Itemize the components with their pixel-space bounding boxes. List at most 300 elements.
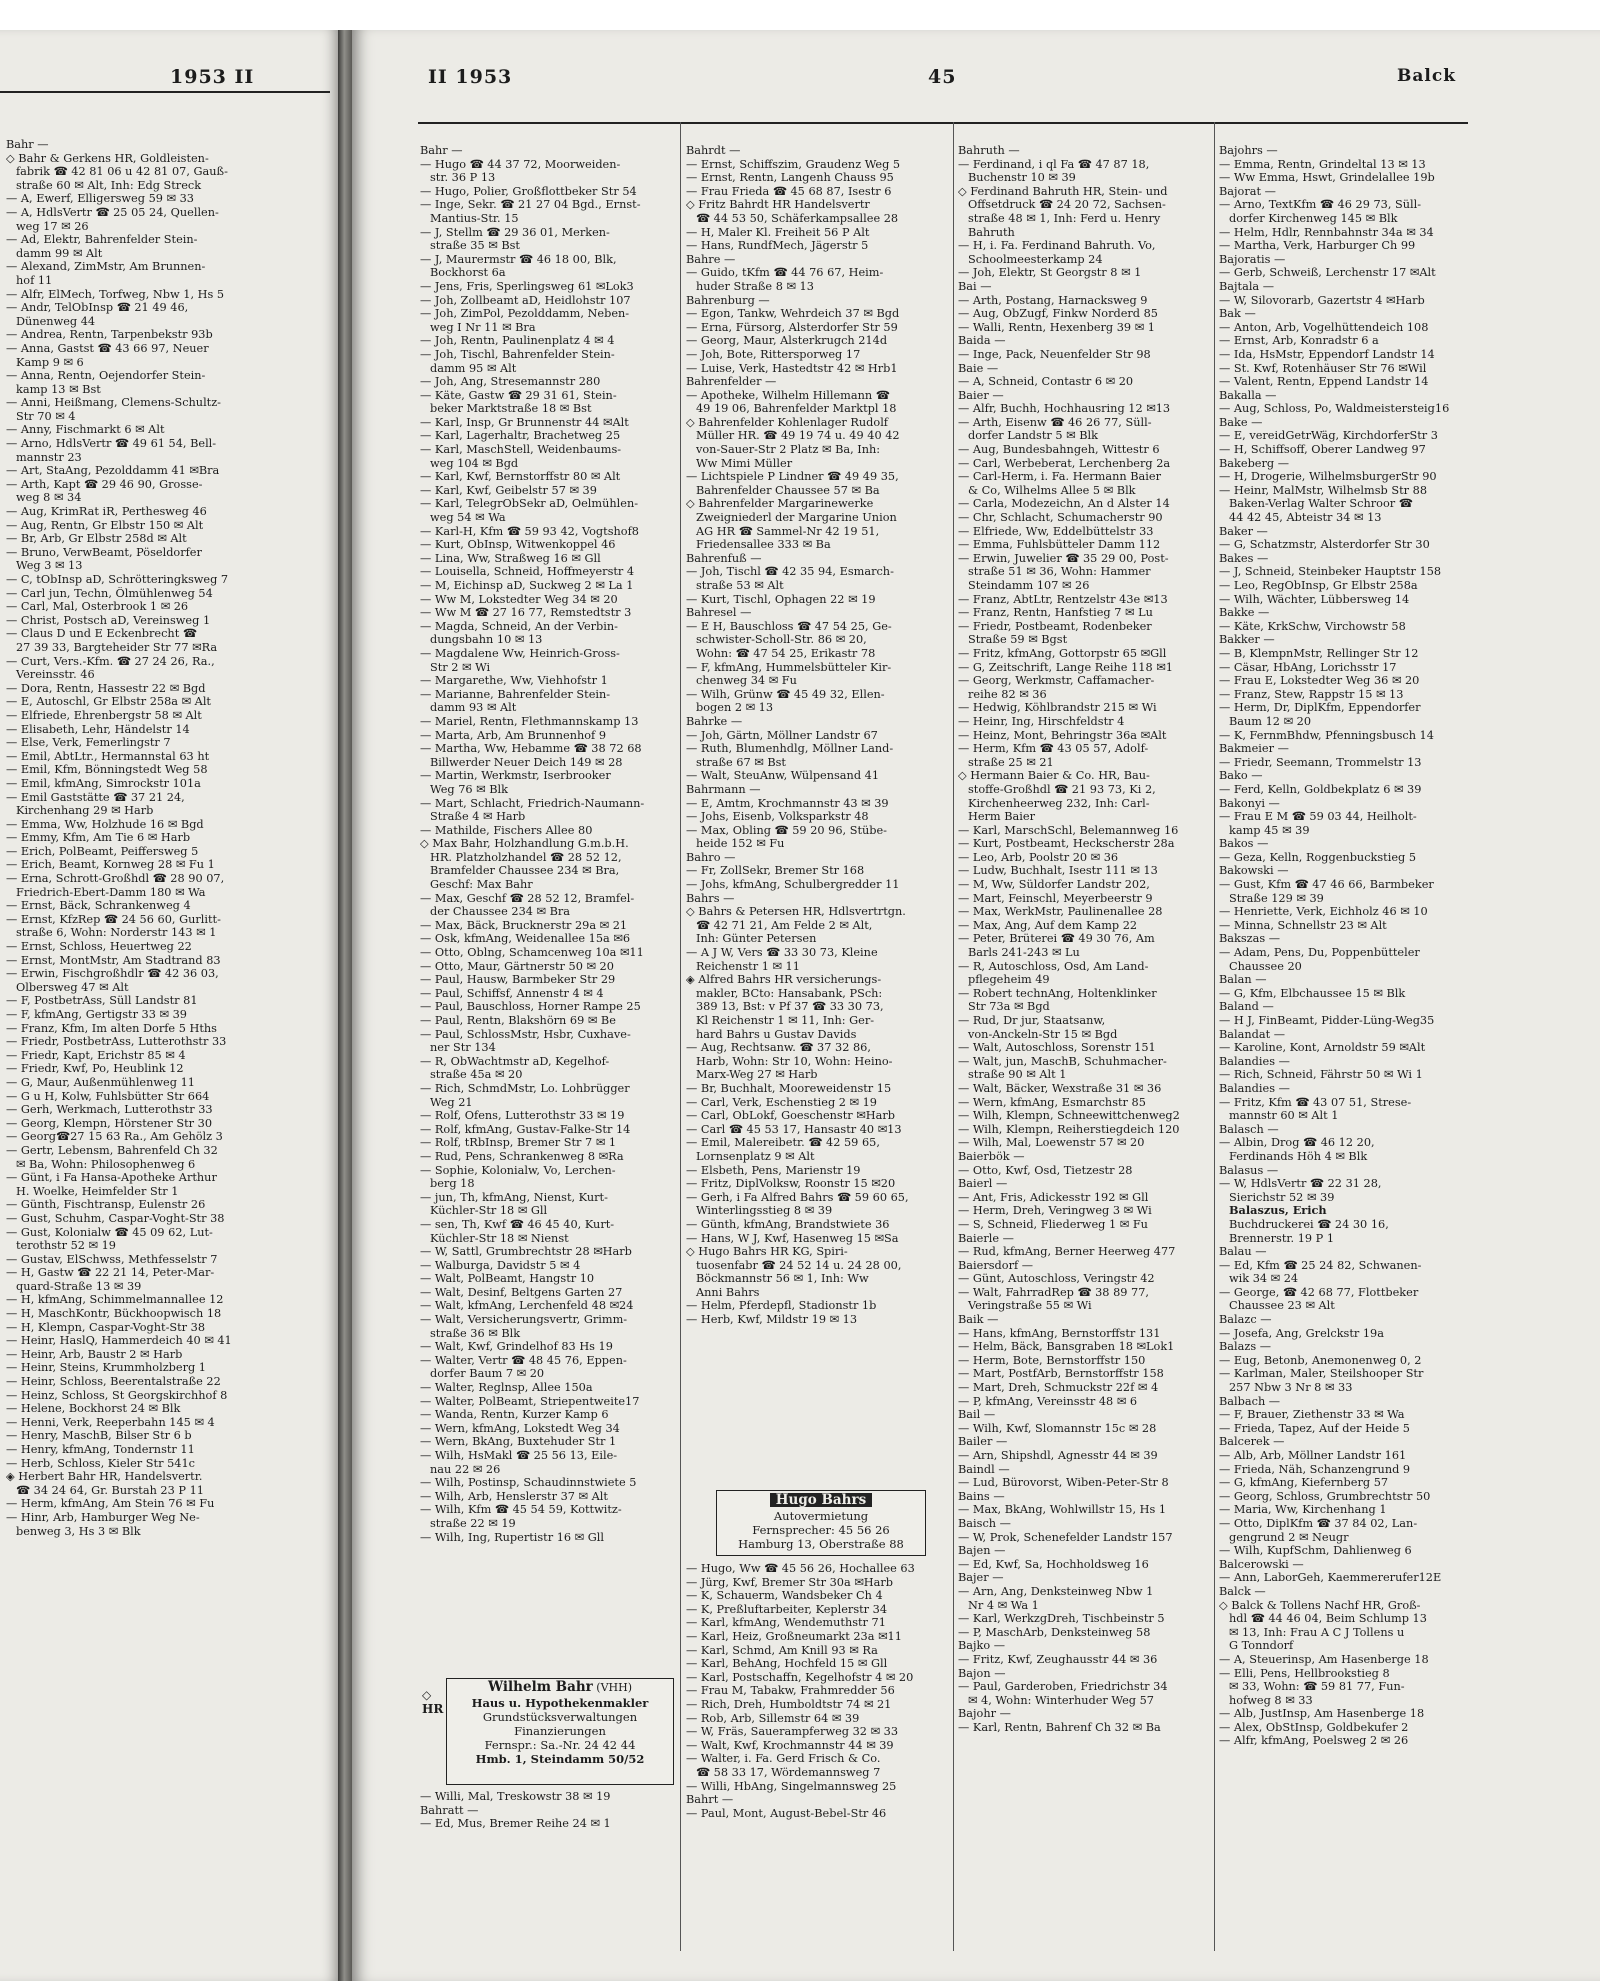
directory-entry-line: — Carl, Mal, Osterbrook 1 ✉ 26	[6, 600, 189, 614]
directory-entry-line: — Lina, Ww, Straßweg 16 ✉ Gll	[420, 551, 601, 565]
directory-entry-line: — Gerh, Werkmach, Lutterothstr 33	[6, 1103, 213, 1117]
directory-entry-line: Anni Bahrs	[696, 1285, 760, 1299]
directory-entry-line: 27 39 33, Bargteheider Str 77 ✉Ra	[16, 640, 218, 654]
right-header-rule	[418, 122, 1468, 124]
directory-entry-line: straße 6, Wohn: Norderstr 143 ✉ 1	[16, 926, 217, 940]
directory-entry-line: Nr 4 ✉ Wa 1	[968, 1598, 1039, 1612]
surname-heading: Baierbök —	[958, 1149, 1025, 1163]
surname-heading: Bahrs —	[686, 891, 735, 905]
directory-entry-line: Straße 4 ✉ Harb	[430, 810, 526, 824]
directory-entry-line: — Karoline, Kont, Arnoldstr 59 ✉Alt	[1219, 1041, 1426, 1055]
directory-entry-line: Ww Mimi Müller	[696, 456, 793, 470]
directory-entry-line: Buchenstr 10 ✉ 39	[968, 171, 1076, 185]
directory-entry-line: ◇ Bahrs & Petersen HR, Hdlsvertrtgn.	[686, 905, 906, 919]
directory-entry-line: — Walt, Kwf, Grindelhof 83 Hs 19	[420, 1340, 613, 1354]
right-page-year: II 1953	[428, 66, 513, 88]
directory-entry-line: — Günth, kfmAng, Brandstwiete 36	[686, 1217, 890, 1231]
surname-heading: Bahrenburg —	[686, 293, 770, 307]
directory-entry-line: chenweg 34 ✉ Fu	[696, 674, 797, 688]
directory-entry-line: — Henry, MaschB, Bilser Str 6 b	[6, 1429, 192, 1443]
directory-entry-line: — Br, Arb, Gr Elbstr 258d ✉ Alt	[6, 532, 187, 546]
directory-entry-line: — F, kfmAng, Gertigstr 33 ✉ 39	[6, 1008, 187, 1021]
directory-entry-line: AG HR ☎ Sammel-Nr 42 19 51,	[696, 524, 880, 538]
directory-entry-line: Friedrich-Ebert-Damm 180 ✉ Wa	[16, 885, 206, 899]
directory-entry-line: — B, KlempnMstr, Rellinger Str 12	[1219, 646, 1419, 660]
directory-entry-line: — Johs, kfmAng, Schulbergredder 11	[686, 878, 900, 892]
surname-heading: Balasus —	[1219, 1163, 1279, 1177]
directory-entry-line: — Geza, Kelln, Roggenbuckstieg 5	[1219, 850, 1417, 864]
directory-entry-line: Zweigniederl der Margarine Union	[696, 511, 897, 525]
directory-entry-line: — Ida, HsMstr, Eppendorf Landstr 14	[1219, 347, 1435, 361]
directory-entry-line: — P, kfmAng, Vereinsstr 48 ✉ 6	[958, 1394, 1138, 1408]
directory-entry-line: kamp 45 ✉ 39	[1229, 823, 1310, 837]
directory-entry-line: beker Marktstraße 18 ✉ Bst	[430, 402, 592, 416]
directory-entry-line: — Hans, RundfMech, Jägerstr 5	[686, 239, 869, 253]
surname-heading: Bajorat —	[1219, 184, 1276, 198]
directory-entry-line: — Robert technAng, Holtenklinker	[958, 986, 1157, 1000]
directory-entry-line: 49 19 06, Bahrenfelder Marktpl 18	[696, 402, 897, 416]
directory-entry-line: — Friedr, PostbetrAss, Lutterothstr 33	[6, 1035, 227, 1049]
column-divider	[680, 122, 681, 1951]
column-divider	[1214, 122, 1215, 1951]
directory-entry-line: — Rud, Dr jur, Staatsanw,	[958, 1014, 1106, 1027]
surname-heading: Baida —	[958, 334, 1006, 348]
directory-entry-line: — Franz, Kfm, Im alten Dorfe 5 Hths	[6, 1021, 217, 1035]
directory-entry-line: — Ed, Kwf, Sa, Hochholdsweg 16	[958, 1557, 1149, 1571]
surname-heading: Balcerowski —	[1219, 1557, 1304, 1571]
directory-entry-line: — Emil, Kfm, Bönningstedt Weg 58	[6, 763, 208, 777]
directory-entry-line: Friedensallee 333 ✉ Ba	[696, 538, 831, 552]
hugo-bahrs-advertisement	[716, 1490, 926, 1556]
directory-entry-line: — W, Sattl, Grumbrechtstr 28 ✉Harb	[420, 1245, 632, 1259]
surname-heading: Bahruth —	[958, 144, 1020, 157]
surname-heading: Bajer —	[958, 1571, 1004, 1585]
directory-entry-line: — Bruno, VerwBeamt, Pöseldorfer	[6, 545, 202, 559]
directory-entry-line: — Elsbeth, Pens, Marienstr 19	[686, 1163, 861, 1177]
directory-entry-line: — Johs, Eisenb, Volksparkstr 48	[686, 810, 869, 824]
directory-entry-line: berg 18	[430, 1177, 475, 1191]
directory-entry-line: ✉ 4, Wohn: Winterhuder Weg 57	[968, 1693, 1154, 1707]
directory-entry-line: stoffe-Großhdl ☎ 21 93 73, Ki 2,	[968, 782, 1156, 796]
directory-entry-line: — Aug, ObZugf, Finkw Norderd 85	[958, 307, 1158, 321]
directory-entry-line: — Hans, kfmAng, Bernstorffstr 131	[958, 1326, 1161, 1340]
directory-entry-line: ◇ Ferdinand Bahruth HR, Stein- und	[958, 184, 1168, 198]
directory-entry-line: — Rud, Pens, Schrankenweg 8 ✉Ra	[420, 1149, 624, 1163]
directory-entry-line: hofweg 8 ✉ 33	[1229, 1693, 1313, 1707]
directory-entry-line: — Walburga, Davidstr 5 ✉ 4	[420, 1258, 581, 1272]
directory-entry-line: — Karl, Heiz, Großneumarkt 23a ✉11	[686, 1629, 902, 1643]
directory-entry-line: — Frau Frieda ☎ 45 68 87, Isestr 6	[686, 184, 892, 198]
directory-entry-line: — Josefa, Ang, Grelckstr 19a	[1219, 1326, 1384, 1340]
directory-entry-line: fabrik ☎ 42 81 06 u 42 81 07, Gauß-	[16, 165, 228, 179]
directory-entry-line: — Walter, i. Fa. Gerd Frisch & Co.	[686, 1752, 881, 1766]
ad-title: Wilhelm Bahr	[487, 1679, 593, 1695]
surname-heading: Baier —	[958, 388, 1004, 402]
directory-entry-line: straße 36 ✉ Blk	[430, 1326, 521, 1340]
directory-entry-line: — Henry, kfmAng, Tondernstr 11	[6, 1443, 195, 1456]
directory-entry-line: straße 25 ✉ 21	[968, 755, 1054, 769]
directory-entry-line: — Friedr, Kwf, Po, Heublink 12	[6, 1062, 184, 1076]
ad-line: Grundstücksverwaltungen	[482, 1710, 638, 1724]
directory-entry-line: — Art, StaAng, Pezolddamm 41 ✉Bra	[6, 464, 220, 478]
directory-entry-line: — A, Ewerf, Elligersweg 59 ✉ 33	[6, 192, 194, 206]
page-number: 45	[928, 66, 957, 88]
directory-entry-line: — Mariel, Rentn, Flethmannskamp 13	[420, 714, 639, 728]
directory-entry-line: — Wilh, Ing, Rupertistr 16 ✉ Gll	[420, 1530, 604, 1544]
directory-entry-line: weg 54 ✉ Wa	[430, 511, 506, 525]
directory-entry-line: — Elisabeth, Lehr, Händelstr 14	[6, 722, 190, 736]
directory-entry-line: — Karl, TelegrObSekr aD, Oelmühlen-	[420, 497, 639, 511]
directory-entry-line: benweg 3, Hs 3 ✉ Blk	[16, 1524, 141, 1538]
surname-heading: Bakker —	[1219, 633, 1275, 647]
directory-entry-line: — Karl, MaschStell, Weidenbaums-	[420, 443, 622, 457]
directory-entry-line: — Fritz, Kfm ☎ 43 07 51, Strese-	[1219, 1095, 1412, 1109]
directory-entry-line: — Dora, Rentn, Hassestr 22 ✉ Bgd	[6, 681, 206, 695]
directory-entry-line: — Wilh, Kwf, Slomannstr 15c ✉ 28	[958, 1421, 1157, 1435]
directory-entry-line: — Carl-Herm, i. Fa. Hermann Baier	[958, 470, 1161, 484]
directory-entry-line: — H, i. Fa. Ferdinand Bahruth. Vo,	[958, 239, 1156, 253]
directory-entry-line: ✉ 13, Inh: Frau A C J Tollens u	[1229, 1625, 1405, 1639]
directory-entry-line: mannstr 60 ✉ Alt 1	[1229, 1109, 1339, 1123]
directory-entry-line: — Wilh, HsMakl ☎ 25 56 13, Eile-	[420, 1449, 618, 1462]
directory-entry-line: Wohn: ☎ 47 54 25, Erikastr 78	[696, 646, 876, 660]
directory-entry-line: ☎ 34 24 64, Gr. Burstah 23 P 11	[16, 1483, 204, 1497]
directory-entry-line: — Käte, KrkSchw, Virchowstr 58	[1219, 619, 1406, 633]
directory-entry-line: Baken-Verlag Walter Schroor ☎	[1229, 497, 1413, 511]
directory-entry-line: — Fr, ZollSekr, Bremer Str 168	[686, 864, 865, 878]
directory-entry-line: ◇ Bahr & Gerkens HR, Goldleisten-	[6, 151, 209, 165]
directory-entry-line: Billwerder Neuer Deich 149 ✉ 28	[430, 755, 623, 769]
directory-entry-line: — Max, Obling ☎ 59 20 96, Stübe-	[686, 823, 887, 837]
directory-entry-line: & Co, Wilhelms Allee 5 ✉ Blk	[968, 483, 1136, 497]
directory-entry-line: — Ernst, Arb, Konradstr 6 a	[1219, 334, 1379, 348]
directory-entry-line: — Otto, Oblng, Schamcenweg 10a ✉11	[420, 946, 644, 960]
directory-entry-line: — Emil, AbtLtr., Hermannstal 63 ht	[6, 749, 210, 763]
ad-line: Fernsprecher: 45 56 26	[752, 1523, 890, 1537]
directory-entry-line: — Joh, Ang, Stresemannstr 280	[420, 375, 601, 389]
directory-entry-line: straße 22 ✉ 19	[430, 1516, 516, 1530]
directory-entry-line: — Georg, Klempn, Hörstener Str 30	[6, 1116, 213, 1130]
directory-entry-line: Küchler-Str 18 ✉ Nienst	[430, 1231, 569, 1245]
directory-entry-line: — Mathilde, Fischers Allee 80	[420, 823, 593, 837]
directory-entry-line: — Max, Ang, Auf dem Kamp 22	[958, 918, 1138, 932]
directory-entry-line: Bahrenfelder Chaussee 57 ✉ Ba	[696, 483, 880, 497]
directory-entry-line: — Gustav, ElSchwss, Methfesselstr 7	[6, 1252, 218, 1266]
directory-entry-line: — Paul, Mont, August-Bebel-Str 46	[686, 1806, 887, 1820]
directory-entry-line: — Joh, Gärtn, Möllner Landstr 67	[686, 728, 878, 742]
directory-entry-line: Küchler-Str 18 ✉ Gll	[430, 1204, 548, 1218]
surname-heading: Bahro —	[686, 850, 736, 864]
directory-entry-line: — Herb, Kwf, Mildstr 19 ✉ 13	[686, 1313, 858, 1327]
directory-entry-line: — H, Schiffsoff, Oberer Landweg 97	[1219, 443, 1426, 457]
surname-heading: Baie —	[958, 361, 999, 375]
directory-entry-line: — Mart, Feinschl, Meyerbeerstr 9	[958, 891, 1153, 905]
directory-entry-line: — Karl, Lagerhaltr, Brachetweg 25	[420, 429, 621, 443]
directory-entry-line: Kirchenheerweg 232, Inh: Carl-	[968, 796, 1150, 810]
directory-entry-line: von-Anckeln-Str 15 ✉ Bgd	[968, 1027, 1118, 1041]
directory-entry-line: — Wern, BkAng, Buxtehuder Str 1	[420, 1435, 617, 1449]
directory-entry-line: — Joh, Tischl, Bahrenfelder Stein-	[420, 347, 615, 361]
directory-entry-line: — Herm, Bote, Bernstorffstr 150	[958, 1353, 1146, 1367]
directory-entry-line: huder Straße 8 ✉ 13	[696, 279, 814, 293]
directory-entry-line: ☎ 58 33 17, Wördemannsweg 7	[696, 1765, 881, 1779]
directory-entry-line: — Walter, Vertr ☎ 48 45 76, Eppen-	[420, 1353, 627, 1367]
directory-entry-line: — Martha, Ww, Hebamme ☎ 38 72 68	[420, 742, 642, 756]
directory-entry-line: — E, Amtm, Krochmannstr 43 ✉ 39	[686, 796, 889, 810]
directory-entry-line: — Helm, Pferdepfl, Stadionstr 1b	[686, 1299, 877, 1313]
surname-heading: Balau —	[1219, 1245, 1267, 1259]
directory-entry-line: — Paul, Garderoben, Friedrichstr 34	[958, 1680, 1168, 1694]
surname-heading: Balbach —	[1219, 1394, 1281, 1408]
directory-entry-line: ◇ Bahrenfelder Kohlenlager Rudolf	[686, 415, 888, 429]
directory-entry-line: — H, Maler Kl. Freiheit 56 P Alt	[686, 225, 870, 239]
directory-entry-line: — Heinr, HaslQ, Hammerdeich 40 ✉ 41	[6, 1334, 232, 1348]
surname-heading: Bains —	[958, 1489, 1005, 1503]
directory-entry-line: — Lichtspiele P Lindner ☎ 49 49 35,	[686, 470, 899, 484]
directory-entry-line: — Kurt, Postbeamt, Heckscherstr 28a	[958, 837, 1175, 851]
directory-entry-line: — Walli, Rentn, Hexenberg 39 ✉ 1	[958, 320, 1155, 334]
directory-entry-line: — Henni, Verk, Reeperbahn 145 ✉ 4	[6, 1415, 215, 1429]
directory-entry-line: ◇ Hugo Bahrs HR KG, Spiri-	[686, 1245, 848, 1259]
directory-entry-line: — Andr, TelObInsp ☎ 21 49 46,	[6, 301, 189, 315]
directory-entry-line: — Ruth, Blumenhdlg, Möllner Land-	[686, 742, 894, 756]
directory-entry-line: — Hugo, Polier, Großflottbeker Str 54	[420, 184, 637, 198]
surname-heading: Bahrenfelder —	[686, 375, 777, 389]
surname-heading: Balazc —	[1219, 1313, 1272, 1327]
directory-entry-line: — H, MaschKontr, Bückhoopwisch 18	[6, 1307, 222, 1321]
surname-heading: Bajtala —	[1219, 279, 1275, 293]
directory-entry-line: — Alex, ObStInsp, Goldbekufer 2	[1219, 1720, 1409, 1734]
surname-heading: Bakalla —	[1219, 388, 1277, 402]
directory-entry-line: heide 152 ✉ Fu	[696, 837, 785, 851]
directory-entry-line: Balaszus, Erich	[1229, 1204, 1327, 1218]
directory-entry-line: — Otto, Maur, Gärtnerstr 50 ✉ 20	[420, 959, 614, 973]
directory-entry-line: Steindamm 107 ✉ 26	[968, 579, 1090, 592]
directory-entry-line: Mantius-Str. 15	[430, 211, 519, 225]
directory-entry-line: — H, Klempn, Caspar-Voght-Str 38	[6, 1320, 206, 1334]
directory-entry-line: — G u H, Kolw, Fuhlsbütter Str 664	[6, 1089, 210, 1103]
directory-entry-line: — Sophie, Kolonialw, Vo, Lerchen-	[420, 1163, 616, 1177]
left-page-header: 1953 II	[170, 66, 255, 88]
directory-entry-line: — Ww M ☎ 27 16 77, Remstedtstr 3	[420, 606, 632, 620]
directory-entry-line: — Arn, Ang, Denksteinweg Nbw 1	[958, 1584, 1154, 1598]
surname-heading: Bahr —	[6, 138, 49, 151]
directory-entry-line: terothstr 52 ✉ 19	[16, 1239, 116, 1253]
directory-entry-line: — Herm, Dr, DiplKfm, Eppendorfer	[1219, 701, 1421, 715]
directory-entry-line: — Gerb, Schweiß, Lerchenstr 17 ✉Alt	[1219, 266, 1436, 280]
directory-entry-line: — Carl jun, Techn, Ölmühlenweg 54	[6, 586, 213, 600]
directory-entry-line: — K, FernmBhdw, Pfenningsbusch 14	[1219, 728, 1434, 742]
directory-entry-line: — Walt, Kwf, Krochmannstr 44 ✉ 39	[686, 1738, 894, 1752]
directory-entry-line: — Ernst, Rentn, Langenh Chauss 95	[686, 171, 894, 185]
directory-entry-line: ✉ 33, Wohn: ☎ 59 81 77, Fun-	[1229, 1680, 1405, 1694]
directory-entry-line: — Walt, SteuAnw, Wülpensand 41	[686, 769, 880, 783]
directory-entry-line: der Chaussee 234 ✉ Bra	[430, 905, 571, 919]
directory-entry-line: — Adam, Pens, Du, Poppenbütteler	[1219, 946, 1420, 960]
surname-heading: Baiersdorf —	[958, 1258, 1034, 1272]
directory-entry-line: Brennerstr. 19 P 1	[1229, 1231, 1335, 1245]
directory-entry-line: hard Bahrs u Gustav Davids	[696, 1027, 857, 1041]
directory-entry-line: — Georg, Werkmstr, Caffamacher-	[958, 674, 1155, 688]
directory-entry-line: — Herm, Kfm ☎ 43 05 57, Adolf-	[958, 742, 1149, 756]
directory-entry-line: — Gerh, i Fa Alfred Bahrs ☎ 59 60 65,	[686, 1190, 909, 1204]
directory-entry-line: — Hinr, Arb, Hamburger Weg Ne-	[6, 1510, 200, 1524]
directory-entry-line: — Walt, FahrradRep ☎ 38 89 77,	[958, 1285, 1150, 1299]
directory-entry-line: — Maria, Ww, Kirchenhang 1	[1219, 1503, 1387, 1517]
directory-entry-line: — Heinr, Ing, Hirschfeldstr 4	[958, 714, 1125, 728]
surname-heading: Bailer —	[958, 1435, 1008, 1449]
directory-entry-line: — Margarethe, Ww, Viehhofstr 1	[420, 674, 608, 688]
directory-entry-line: straße 90 ✉ Alt 1	[968, 1068, 1067, 1082]
directory-entry-line: — Ernst, Schiffszim, Graudenz Weg 5	[686, 157, 901, 171]
surname-heading: Baker —	[1219, 524, 1268, 538]
directory-entry-line: — Wilh, Klempn, Schneewittchenweg2	[958, 1109, 1180, 1123]
directory-entry-line: — Emil, Malereibetr. ☎ 42 59 65,	[686, 1136, 880, 1150]
directory-entry-line: Geschf: Max Bahr	[430, 878, 533, 892]
directory-entry-line: — Arth, Kapt ☎ 29 46 90, Grosse-	[6, 477, 203, 491]
directory-entry-line: — G, Schatzmstr, Alsterdorfer Str 30	[1219, 538, 1430, 552]
directory-entry-line: pflegeheim 49	[968, 973, 1050, 987]
directory-entry-line: — Willi, Mal, Treskowstr 38 ✉ 19	[420, 1790, 611, 1803]
ad-line: Haus u. Hypothekenmakler	[471, 1696, 649, 1710]
surname-heading: Balandies —	[1219, 1081, 1290, 1095]
directory-entry-line: — R, Autoschloss, Osd, Am Land-	[958, 959, 1149, 973]
directory-entry-line: — Wern, kfmAng, Lokstedt Weg 34	[420, 1421, 620, 1435]
directory-entry-line: Chaussee 23 ✉ Alt	[1229, 1299, 1335, 1313]
surname-heading: Bail —	[958, 1408, 996, 1422]
wilhelm-bahr-advertisement	[446, 1678, 674, 1785]
directory-entry-line: — Ernst, Bäck, Schrankenweg 4	[6, 899, 191, 913]
surname-heading: Balan —	[1219, 973, 1267, 987]
directory-entry-line: — J, Stellm ☎ 29 36 01, Merken-	[420, 225, 610, 239]
directory-entry-line: — Ant, Fris, Adickesstr 192 ✉ Gll	[958, 1190, 1149, 1204]
ad-line: Finanzierungen	[514, 1724, 606, 1738]
directory-entry-line: — Franz, AbtLtr, Rentzelstr 43e ✉13	[958, 592, 1168, 606]
directory-entry-line: — Gust, Kolonialw ☎ 45 09 62, Lut-	[6, 1225, 213, 1239]
directory-entry-line: — Carla, Modezeichn, An d Alster 14	[958, 497, 1170, 511]
surname-heading: Bajen —	[958, 1544, 1006, 1558]
directory-column-3	[958, 144, 1210, 1954]
directory-entry-line: — Karl-H, Kfm ☎ 59 93 42, Vogtshof8	[420, 524, 639, 538]
directory-entry-line: — Günth, Fischtransp, Eulenstr 26	[6, 1198, 206, 1212]
directory-entry-line: — jun, Th, kfmAng, Nienst, Kurt-	[420, 1190, 608, 1204]
directory-entry-line: Str 73a ✉ Bgd	[968, 1000, 1050, 1014]
directory-entry-line: — Emil, kfmAng, Simrockstr 101a	[6, 776, 201, 790]
surname-heading: Bahrmann —	[686, 782, 761, 796]
surname-heading: Baisch —	[958, 1516, 1011, 1530]
directory-entry-line: — W, HdlsVertr ☎ 22 31 28,	[1219, 1177, 1382, 1191]
directory-entry-line: nau 22 ✉ 26	[430, 1462, 501, 1476]
directory-entry-line: Kamp 9 ✉ 6	[16, 355, 84, 369]
directory-entry-line: Buchdruckerei ☎ 24 30 16,	[1229, 1217, 1389, 1231]
directory-entry-line: — Magdalene Ww, Heinrich-Gross-	[420, 646, 620, 660]
directory-entry-line: — Hans, W J, Kwf, Hasenweg 15 ✉Sa	[686, 1231, 899, 1245]
directory-entry-line: — G, kfmAng, Kiefernberg 57	[1219, 1476, 1389, 1490]
directory-entry-line: — Paul, Hausw, Barmbeker Str 29	[420, 973, 616, 987]
directory-entry-line: wik 34 ✉ 24	[1229, 1272, 1299, 1286]
directory-entry-line: ◇ Bahrenfelder Margarinewerke	[686, 497, 874, 511]
directory-entry-line: — Apotheke, Wilhelm Hillemann ☎	[686, 388, 890, 402]
directory-entry-line: — Hugo, Ww ☎ 45 56 26, Hochallee 63	[686, 1562, 915, 1575]
surname-heading: Bakonyi —	[1219, 796, 1280, 810]
directory-entry-line: — Karl, Kwf, Bernstorffstr 80 ✉ Alt	[420, 470, 621, 484]
directory-entry-line: — A, HdlsVertr ☎ 25 05 24, Quellen-	[6, 205, 219, 219]
directory-entry-line: — Frau E, Lokstedter Weg 36 ✉ 20	[1219, 674, 1420, 688]
directory-entry-line: Inh: Günter Petersen	[696, 932, 817, 946]
directory-entry-line: — Rob, Arb, Sillemstr 64 ✉ 39	[686, 1711, 860, 1725]
directory-entry-line: reihe 82 ✉ 36	[968, 687, 1047, 701]
surname-heading: Bahresel —	[686, 606, 752, 620]
directory-entry-line: — Heinr, Steins, Krummholzberg 1	[6, 1361, 206, 1375]
directory-entry-line: quard-Straße 13 ✉ 39	[16, 1279, 142, 1293]
directory-entry-line: — Else, Verk, Femerlingstr 7	[6, 736, 171, 750]
directory-entry-line: — Wilh, Kfm ☎ 45 54 59, Kottwitz-	[420, 1503, 622, 1517]
surname-heading: Baindl —	[958, 1462, 1010, 1476]
directory-entry-line: — Aug, Bundesbahngeh, Wittestr 6	[958, 443, 1160, 457]
directory-entry-line: — K, Preßluftarbeiter, Keplerstr 34	[686, 1602, 888, 1616]
directory-entry-line: — Paul, Schiffsf, Annenstr 4 ✉ 4	[420, 986, 604, 1000]
directory-entry-line: — Joh, Tischl ☎ 42 35 94, Esmarch-	[686, 565, 894, 579]
directory-entry-line: Weg 76 ✉ Blk	[430, 782, 508, 796]
directory-entry-line: — Paul, Rentn, Blakshörn 69 ✉ Be	[420, 1014, 616, 1027]
ad-title: Hugo Bahrs	[770, 1493, 872, 1507]
directory-entry-line: — H J, FinBeamt, Pidder-Lüng-Weg35	[1219, 1014, 1435, 1027]
directory-entry-line: — Joh, Rentn, Paulinenplatz 4 ✉ 4	[420, 334, 615, 348]
directory-entry-line: schwister-Scholl-Str. 86 ✉ 20,	[696, 633, 867, 647]
directory-entry-line: — Carl, Werbeberat, Lerchenberg 2a	[958, 456, 1171, 470]
directory-entry-line: — St. Kwf, Rotenhäuser Str 76 ✉Wil	[1219, 361, 1427, 375]
directory-entry-line: ner Str 134	[430, 1041, 496, 1055]
directory-entry-line: — Heinr, Arb, Baustr 2 ✉ Harb	[6, 1347, 183, 1361]
directory-entry-line: — Erich, Beamt, Kornweg 28 ✉ Fu 1	[6, 858, 215, 872]
directory-entry-line: — Martin, Werkmstr, Iserbrooker	[420, 769, 611, 783]
column-divider	[953, 122, 954, 1951]
directory-entry-line: Herm Baier	[968, 810, 1035, 824]
directory-entry-line: — Arno, HdlsVertr ☎ 49 61 54, Bell-	[6, 437, 217, 451]
directory-entry-line: — Max, BkAng, Wohlwillstr 15, Hs 1	[958, 1503, 1167, 1517]
directory-entry-line: — Heinz, Mont, Behringstr 36a ✉Alt	[958, 728, 1167, 742]
directory-entry-line: — Karl, Kwf, Geibelstr 57 ✉ 39	[420, 483, 597, 497]
directory-column-1	[420, 144, 675, 1814]
directory-entry-line: — Marta, Arb, Am Brunnenhof 9	[420, 728, 607, 742]
directory-entry-line: — Heinr, MalMstr, Wilhelmsb Str 88	[1219, 483, 1428, 497]
directory-entry-line: — Frau E M ☎ 59 03 44, Heilholt-	[1219, 810, 1417, 824]
directory-entry-line: — Walt, Desinf, Beltgens Garten 27	[420, 1285, 623, 1299]
directory-entry-line: — G, Kfm, Elbchaussee 15 ✉ Blk	[1219, 986, 1406, 1000]
directory-entry-line: Bahruth	[968, 225, 1015, 239]
directory-entry-line: gengrund 2 ✉ Neugr	[1229, 1530, 1349, 1544]
directory-entry-line: — Karl, Rentn, Bahrenf Ch 32 ✉ Ba	[958, 1720, 1161, 1734]
directory-entry-line: — Leo, Arb, Poolstr 20 ✉ 36	[958, 850, 1119, 864]
directory-entry-line: — Fritz, Kwf, Zeughausstr 44 ✉ 36	[958, 1652, 1158, 1666]
directory-entry-line: damm 95 ✉ Alt	[430, 361, 517, 375]
directory-entry-line: — Ferdinand, i ql Fa ☎ 47 87 18,	[958, 157, 1150, 171]
directory-entry-line: — Walt, jun, MaschB, Schuhmacher-	[958, 1054, 1167, 1068]
surname-heading: Bake —	[1219, 415, 1263, 429]
directory-entry-line: — Arth, Postang, Harnacksweg 9	[958, 293, 1148, 307]
directory-entry-line: — Karl, kfmAng, Wendemuthstr 71	[686, 1616, 886, 1630]
directory-entry-line: — Karl, Postschaffn, Kegelhofstr 4 ✉ 20	[686, 1670, 914, 1684]
directory-entry-line: makler, BCto: Hansabank, PSch:	[696, 986, 883, 1000]
directory-entry-line: — E, Autoschl, Gr Elbstr 258a ✉ Alt	[6, 695, 211, 709]
surname-heading: Baierl —	[958, 1177, 1008, 1191]
directory-entry-line: — Frau M, Tabakw, Frahmredder 56	[686, 1684, 895, 1698]
directory-entry-line: hdl ☎ 44 46 04, Beim Schlump 13	[1229, 1612, 1427, 1626]
directory-entry-line: kamp 13 ✉ Bst	[16, 382, 101, 396]
directory-entry-line: — Luise, Verk, Hastedtstr 42 ✉ Hrb1	[686, 361, 898, 375]
directory-entry-line: — Aug, Rechtsanw. ☎ 37 32 86,	[686, 1041, 871, 1055]
directory-entry-line: — A J W, Vers ☎ 33 30 73, Kleine	[686, 946, 878, 960]
